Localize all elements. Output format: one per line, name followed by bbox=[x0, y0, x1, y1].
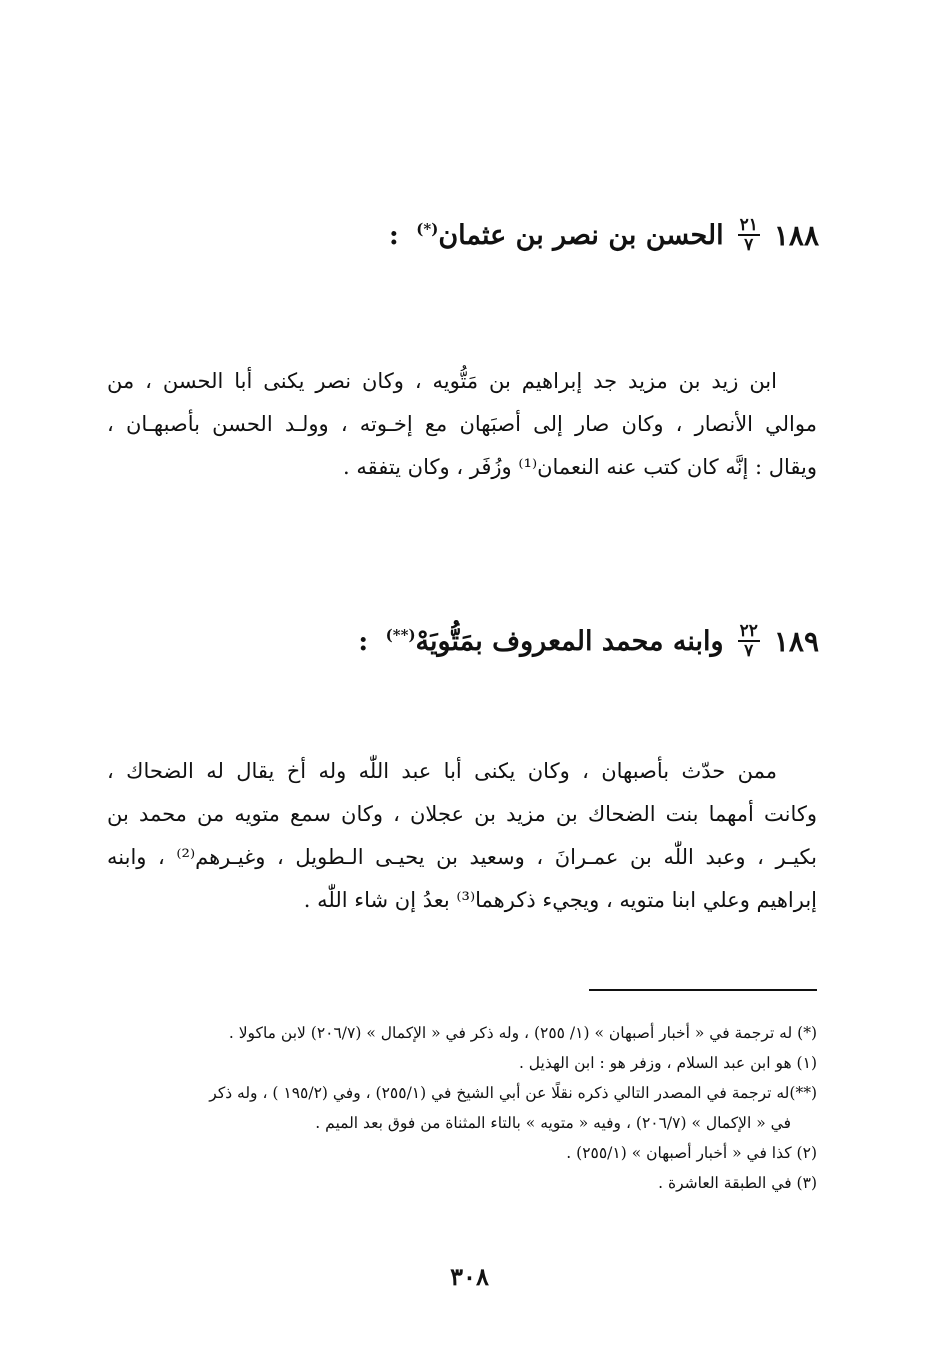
entry-number: ١٨٩ bbox=[773, 624, 819, 658]
footnote: (٣) في الطبقة العاشرة . bbox=[658, 1174, 817, 1192]
page-number: ٣٠٨ bbox=[450, 1262, 489, 1291]
entry-188-body bbox=[107, 360, 817, 489]
heading-colon: : bbox=[388, 219, 399, 251]
fraction-numerator: ٢١ bbox=[739, 215, 758, 235]
entry-fraction bbox=[738, 622, 760, 660]
footnote-divider bbox=[589, 989, 817, 991]
entry-title bbox=[358, 626, 723, 657]
body-line: ممن حدّث بأصبهان ، وكان يكنى أبا عبد اللّٰه وله أخ يقال له الضحاك ، bbox=[107, 759, 777, 783]
footnote-mark: (**) bbox=[385, 625, 416, 644]
footnote: (*) له ترجمة في « أخبار أصبهان » (١/ ٢٥٥) ، وله ذكر في « الإكمال » (٢٠٦/٧) لابن ماكولا . bbox=[228, 1024, 817, 1042]
fraction-numerator: ٢٢ bbox=[739, 621, 758, 641]
entry-fraction bbox=[738, 216, 760, 254]
footnote: (٢) كذا في « أخبار أصبهان » (٢٥٥/١) . bbox=[566, 1144, 817, 1162]
footnote: (**)له ترجمة في المصدر التالي ذكره نقلًا عن أبي الشيخ في (٢٥٥/١) ، وفي (١٩٥/٢ ) ، وله ذكر bbox=[209, 1084, 817, 1102]
entry-189-heading bbox=[358, 622, 819, 660]
fraction-denominator: ٧ bbox=[744, 235, 754, 255]
footnote: (١) هو ابن عبد السلام ، وزفر هو : ابن الهذيل . bbox=[518, 1054, 817, 1072]
entry-title bbox=[389, 220, 724, 251]
body-line: بكيـر ، وعبد اللّٰه بن عمـرانَ ، وسعيد بن يحيـى الـطويل ، وغيـرهم⁽²⁾ ، وابنه bbox=[107, 845, 817, 869]
entry-title-text: وابنه محمد المعروف بمَتُّويَهْ bbox=[415, 625, 724, 657]
footnotes bbox=[102, 1018, 817, 1198]
entry-189-body bbox=[107, 750, 817, 922]
body-line: ابن زيد بن مزيد جد إبراهيم بن مَتُّويه ، وكان نصر يكنى أبا الحسن ، من bbox=[107, 369, 777, 393]
footnote-mark: (*) bbox=[416, 219, 439, 238]
body-line: إبراهيم وعلي ابنا متويه ، ويجيء ذكرهما⁽³⁾ بعدُ إن شاء اللّٰه . bbox=[303, 888, 817, 912]
entry-title-text: الحسن بن نصر بن عثمان bbox=[438, 219, 724, 251]
body-line: ويقال : إنَّه كان كتب عنه النعمان⁽¹⁾ وزُفَر ، وكان يتفقه . bbox=[342, 455, 817, 479]
heading-colon: : bbox=[358, 625, 369, 657]
entry-number: ١٨٨ bbox=[773, 218, 819, 252]
footnote-continuation: في « الإكمال » (٢٠٦/٧) ، وفيه « متويه » بالتاء المثناة من فوق بعد الميم . bbox=[315, 1114, 791, 1132]
body-line: وكانت أمهما بنت الضحاك بن مزيد بن عجلان ، وكان سمع متويه من محمد بن bbox=[107, 802, 817, 826]
fraction-denominator: ٧ bbox=[744, 641, 754, 661]
body-line: موالي الأنصار ، وكان صار إلى أصبَهان مع إخـوته ، وولـد الحسن بأصبهـان ، bbox=[107, 412, 817, 436]
entry-188-heading bbox=[389, 216, 819, 254]
